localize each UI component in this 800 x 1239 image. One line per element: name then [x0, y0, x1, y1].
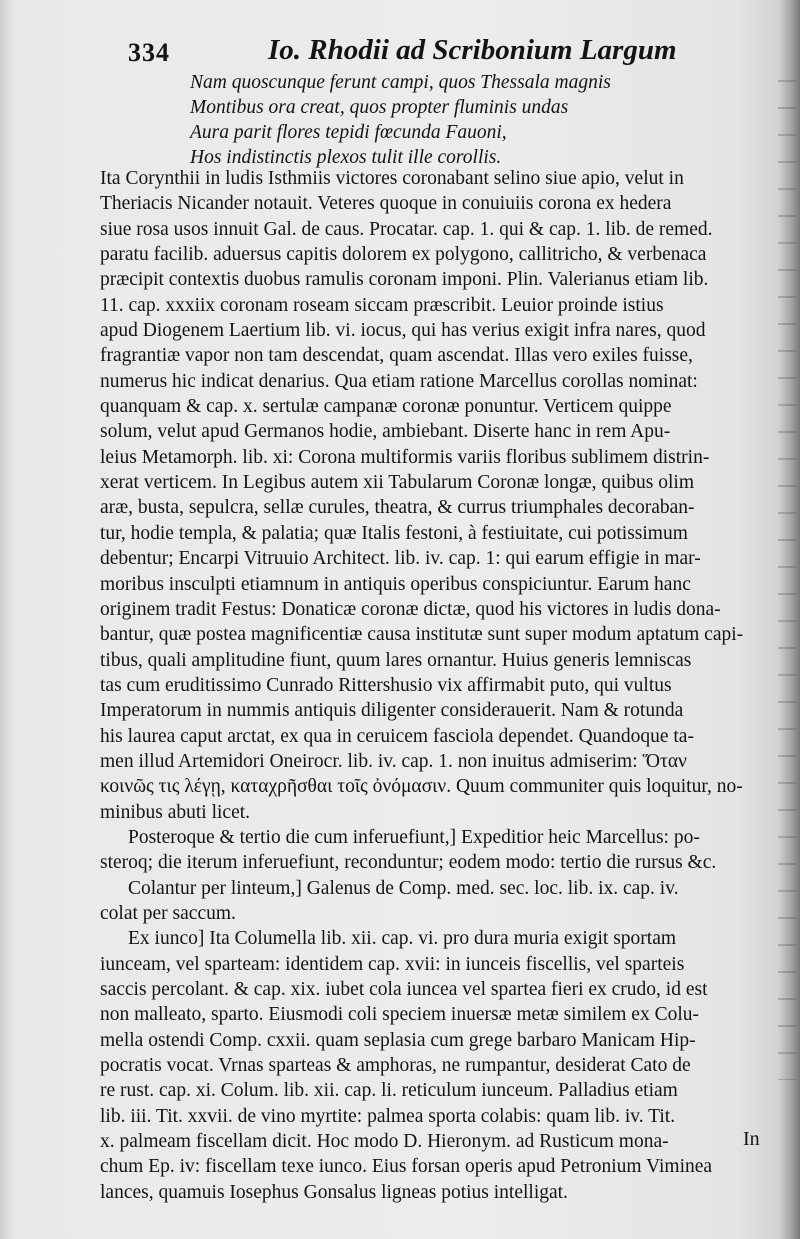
text-line: siue rosa usos innuit Gal. de caus. Procatar. cap. 1. qui & cap. 1. lib. de remed. — [100, 218, 713, 240]
text-line: numerus hic indicat denarius. Qua etiam ratione Marcellus corollas nominat: — [100, 370, 698, 392]
text-line: fragrantiæ vapor non tam descendat, quam ascendat. Illas vero exiles fuisse, — [100, 345, 693, 367]
commentary-text — [100, 166, 772, 1205]
lemma-line: Posteroque & tertio die cum inferuefiunt,] Expeditior heic Marcellus: po- — [128, 826, 700, 848]
text-line: lib. iii. Tit. xxvii. de vino myrtite: palmea sporta colabis: quam lib. iv. Tit. — [100, 1105, 676, 1127]
poem-quotation — [190, 70, 611, 170]
page-number: 334 — [128, 38, 170, 67]
greek-text-line: κοινῶς τις λέγῃ, καταχρῆσθαι τοῖς ὀνόμασιν. Quum communiter quis loquitur, no- — [100, 776, 743, 798]
text-line: apud Diogenem Laertium lib. vi. iocus, qui has verius exigit infra nares, quod — [100, 320, 706, 342]
running-head: Io. Rhodii ad Scribonium Largum — [268, 34, 677, 66]
text-line: iunceam, vel sparteam: identidem cap. xvii: in iunceis fiscellis, vel sparteis — [100, 953, 685, 975]
text-line: mella ostendi Comp. cxxii. quam seplasia cum grege barbaro Manicam Hip- — [100, 1029, 696, 1051]
text-line: steroq; die iterum inferuefiunt, reconduntur; eodem modo: tertio die rursus &c. — [100, 852, 717, 874]
text-line: colat per saccum. — [100, 902, 236, 924]
text-line: men illud Artemidori Oneirocr. lib. iv. cap. 1. non inuitus admiserim: Ὅταν — [100, 750, 687, 772]
poem-line: Nam quoscunque ferunt campi, quos Thessala magnis — [190, 72, 611, 93]
text-line: saccis percolant. & cap. xix. iubet cola iuncea vel spartea fieri ex crudo, id est — [100, 979, 708, 1000]
text-line: xerat verticem. In Legibus autem xii Tabularum Coronæ longæ, quibus olim — [100, 472, 695, 494]
text-line: moribus insculpti etiamnum in antiquis operibus conspiciuntur. Earum hanc — [100, 573, 691, 595]
text-line: tas cum eruditissimo Cunrado Rittershusio vix affirmabit puto, qui vultus — [100, 674, 672, 696]
text-line: debentur; Encarpi Vitruuio Architect. lib. iv. cap. 1: qui earum effigie in mar- — [100, 548, 701, 570]
text-line: Ita Corynthii in ludis Isthmiis victores coronabant selino siue apio, velut in — [100, 168, 684, 189]
text-line: minibus abuti licet. — [100, 801, 251, 823]
text-line: bantur, quæ postea magnificentiæ causa institutæ sunt super modum aptatum capi- — [100, 624, 744, 646]
text-line: lances, quamuis Iosephus Gonsalus ligneas potius intelligat. — [100, 1181, 568, 1203]
poem-line: Montibus ora creat, quos propter fluminis undas — [190, 97, 569, 118]
text-line: his laurea caput arctat, ex qua in ceruicem fasciola dependet. Quandoque ta- — [100, 725, 694, 747]
page-header — [128, 34, 677, 70]
catchword: In — [743, 1128, 760, 1150]
text-line: chum Ep. iv: fiscellam texe iunco. Eius forsan operis apud Petronium Viminea — [100, 1156, 713, 1178]
text-line: tibus, quali amplitudine fiunt, quum lares ornantur. Huius generis lemniscas — [100, 649, 692, 671]
text-line: præcipit contextis duobus ramulis coronam imponi. Plin. Valerianus etiam lib. — [100, 269, 709, 291]
text-line: tur, hodie templa, & palatia; quæ Italis festoni, à festiuitate, cui potissimum — [100, 522, 688, 544]
text-line: leius Metamorph. lib. xi: Corona multiformis variis floribus sublimem distrin- — [100, 446, 710, 468]
text-line: originem tradit Festus: Donaticæ coronæ dictæ, quod his victores in ludis dona- — [100, 598, 721, 620]
lemma-line: Ex iunco] Ita Columella lib. xii. cap. vi. pro dura muria exigit sportam — [128, 928, 677, 950]
poem-line: Hos indistinctis plexos tulit ille corollis. — [190, 147, 502, 168]
text-line: paratu facilib. aduersus capitis dolorem ex polygono, callitricho, & verbenaca — [100, 244, 707, 266]
lemma-line: Colantur per linteum,] Galenus de Comp. med. sec. loc. lib. ix. cap. iv. — [128, 877, 679, 899]
text-line: quanquam & cap. x. sertulæ campanæ coronæ ponuntur. Verticem quippe — [100, 396, 672, 418]
text-line: pocratis vocat. Vrnas sparteas & amphoras, ne rumpantur, desiderat Cato de — [100, 1055, 691, 1077]
poem-line: Aura parit flores tepidi fœcunda Fauoni, — [190, 122, 507, 143]
text-line: re rust. cap. xi. Colum. lib. xii. cap. li. reticulum iunceum. Palladius etiam — [100, 1080, 678, 1102]
text-line: Imperatorum in nummis antiquis diligenter considerauerit. Nam & rotunda — [100, 700, 684, 722]
text-line: solum, velut apud Germanos hodie, ambiebant. Diserte hanc in rem Apu- — [100, 421, 671, 443]
text-line: aræ, busta, sepulcra, sellæ curules, theatra, & currus triumphales decoraban- — [100, 497, 695, 519]
bleed-through-lines — [778, 80, 796, 1080]
text-line: x. palmeam fiscellam dicit. Hoc modo D. Hieronym. ad Rusticum mona- — [100, 1131, 669, 1153]
text-line: non malleato, sparto. Eiusmodi coli speciem inuersæ metæ similem ex Colu- — [100, 1004, 699, 1026]
text-line: Theriacis Nicander notauit. Veteres quoque in conuiuiis corona ex hedera — [100, 193, 672, 215]
text-line: 11. cap. xxxiix coronam roseam siccam præscribit. Leuior proinde istius — [100, 294, 664, 316]
